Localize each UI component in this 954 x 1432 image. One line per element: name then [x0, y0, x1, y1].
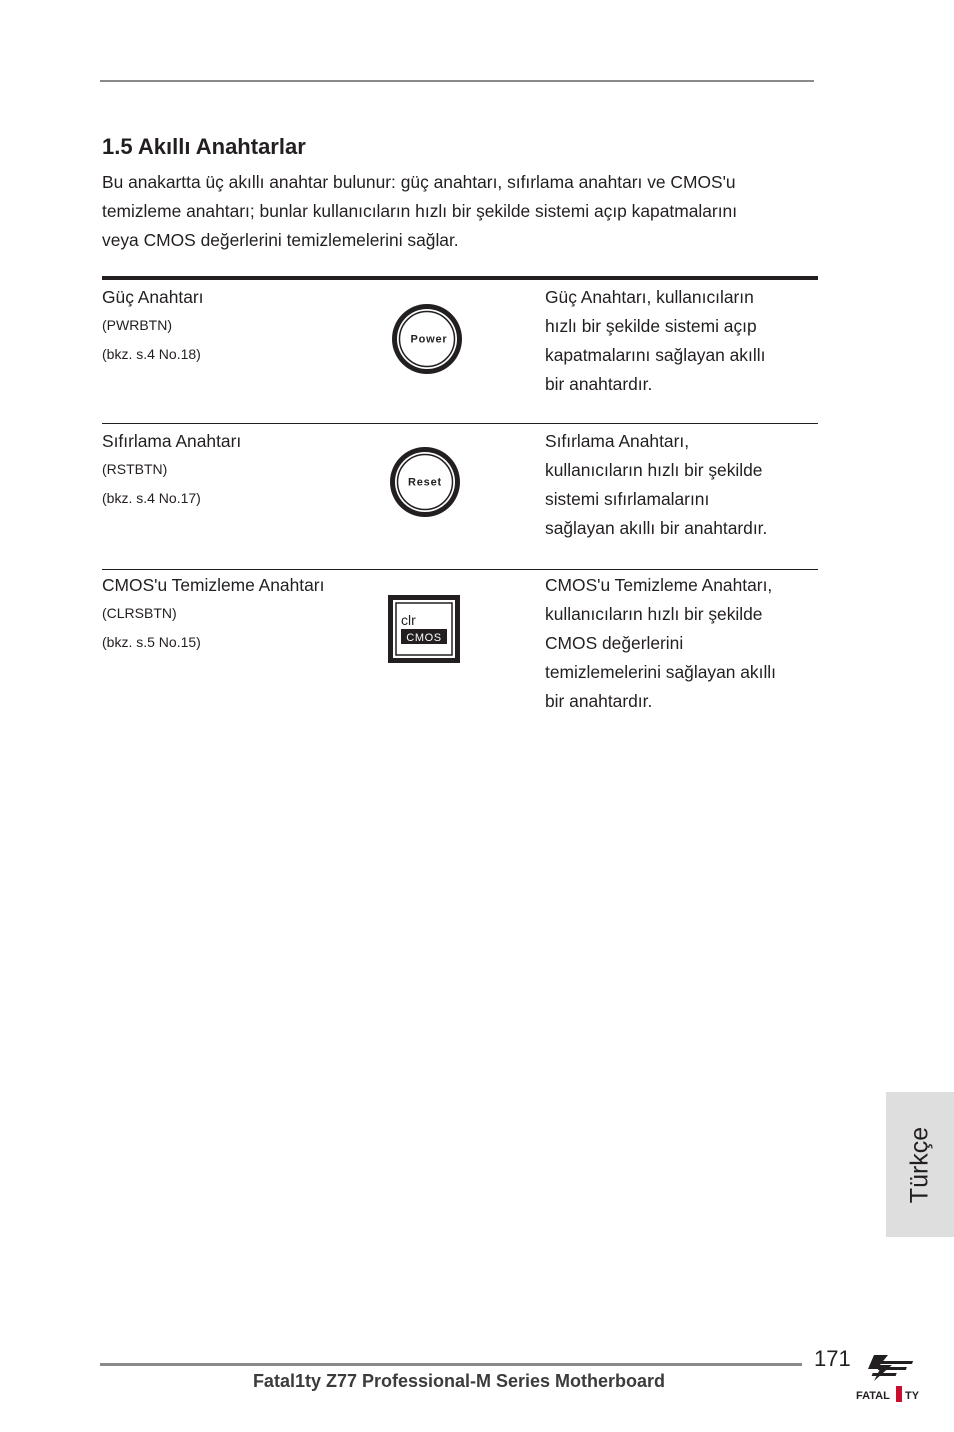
- clr-icon-label: clr: [401, 612, 416, 628]
- table-top-rule: [102, 276, 818, 280]
- section-intro: Bu anakartta üç akıllı anahtar bulunur: güç anahtarı, sıfırlama anahtarı ve CMOS'u temizleme anahtarı; bunlar kullanıcıların hızlı bir şekilde sistemi açıp kapatmalarını veya CMOS değerlerini temizlemelerini sağlar.: [102, 172, 738, 250]
- language-label: Türkçe: [905, 1126, 934, 1203]
- section-title: 1.5 Akıllı Anahtarlar: [102, 134, 306, 159]
- footer-title-wrap: [0, 1371, 954, 1392]
- switch-code: (RSTBTN): [102, 461, 168, 477]
- switch-description: Sıfırlama Anahtarı, kullanıcıların hızlı bir şekilde sistemi sıfırlamalarını sağlayan akıllı bir anahtardır.: [545, 431, 768, 538]
- language-side-tab: [886, 1092, 954, 1237]
- switch-ref: (bkz. s.4 No.17): [102, 490, 201, 506]
- svg-text:FATAL: FATAL: [856, 1390, 890, 1402]
- power-icon-label: Power: [410, 333, 448, 346]
- footer-title: Fatal1ty Z77 Professional-M Series Motherboard: [252, 1371, 666, 1391]
- row-divider: [102, 423, 818, 424]
- clear-cmos-button-icon: [387, 594, 461, 664]
- power-button-icon: [388, 303, 466, 375]
- page-number: 171: [814, 1346, 851, 1371]
- fatal1ty-logo: [854, 1353, 934, 1405]
- footer-rule: [100, 1363, 802, 1366]
- reset-icon-label: Reset: [408, 476, 442, 489]
- top-rule: [100, 80, 814, 82]
- reset-button-icon: [386, 446, 464, 518]
- cmos-icon-label: CMOS: [406, 632, 442, 644]
- switch-description: Güç Anahtarı, kullanıcıların hızlı bir şekilde sistemi açıp kapatmalarını sağlayan akıllı bir anahtardır.: [545, 287, 766, 394]
- switch-ref: (bkz. s.5 No.15): [102, 634, 201, 650]
- switch-ref: (bkz. s.4 No.18): [102, 346, 201, 362]
- switch-name: CMOS'u Temizleme Anahtarı: [102, 575, 325, 595]
- row-divider: [102, 569, 818, 570]
- svg-text:TY: TY: [905, 1390, 920, 1402]
- switch-description: CMOS'u Temizleme Anahtarı, kullanıcıların hızlı bir şekilde CMOS değerlerini temizlemelerini sağlayan akıllı bir anahtardır.: [545, 575, 777, 711]
- switch-code: (PWRBTN): [102, 317, 172, 333]
- switch-name: Güç Anahtarı: [102, 287, 204, 307]
- switch-name: Sıfırlama Anahtarı: [102, 431, 242, 451]
- switch-code: (CLRSBTN): [102, 605, 177, 621]
